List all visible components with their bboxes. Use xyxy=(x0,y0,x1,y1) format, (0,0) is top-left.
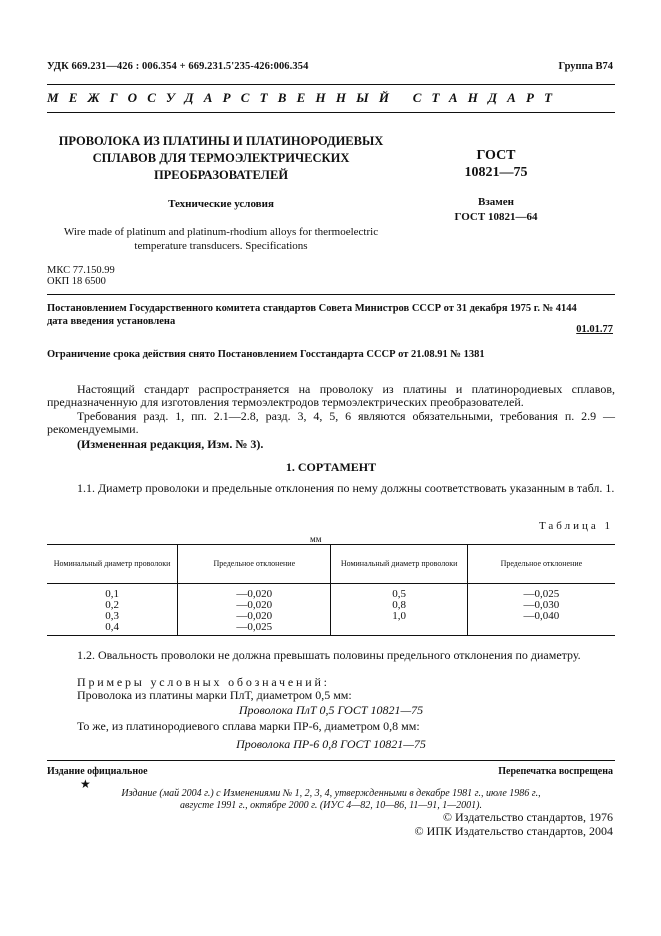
mks-code: МКС 77.150.99 xyxy=(47,265,115,276)
cell-value xyxy=(332,622,465,633)
example-1-code: Проволока ПлТ 0,5 ГОСТ 10821—75 xyxy=(238,703,424,717)
classification-codes xyxy=(47,265,115,287)
decree-line: дата введения установлена xyxy=(47,316,176,327)
cell-value: 0,3 xyxy=(105,610,119,622)
cell-value: —0,040 xyxy=(523,610,560,622)
examples-label: Примеры условных обозначений: xyxy=(77,675,330,689)
star-icon: ★ xyxy=(80,777,91,791)
cell-value: 0,8 xyxy=(392,599,407,611)
intro-paragraph: Настоящий стандарт распространяется на проволоку из платины и платинородиевых сплавов, предназначенную для изготовления термоэлектродов термоэлектрических преобразователей. xyxy=(47,382,615,409)
title-line: ПРОВОЛОКА ИЗ ПЛАТИНЫ И ПЛАТИНОРОДИЕВЫХ xyxy=(58,134,384,148)
top-rule xyxy=(47,84,615,85)
table-header: Номинальный диаметр проволоки xyxy=(331,545,467,584)
replaces-value: ГОСТ 10821—64 xyxy=(454,211,538,223)
example-2-text: То же, из платинородиевого сплава марки ПР-6, диаметром 0,8 мм: xyxy=(77,719,420,733)
table-header: Номинальный диаметр проволоки xyxy=(47,545,178,584)
table-unit: мм xyxy=(310,534,322,544)
table-caption: Таблица 1 xyxy=(538,520,613,532)
edition-note xyxy=(47,788,615,812)
effective-date: 01.01.77 xyxy=(576,324,613,335)
cell-value: 0,5 xyxy=(392,588,407,600)
okp-code: ОКП 18 6500 xyxy=(47,276,106,287)
example-1-text: Проволока из платины марки ПлТ, диаметром 0,5 мм: xyxy=(77,688,352,702)
replaces-label: Взамен xyxy=(478,196,514,208)
title-line: ПРЕОБРАЗОВАТЕЛЕЙ xyxy=(153,168,289,182)
cell-value: —0,025 xyxy=(523,588,560,600)
header-rule xyxy=(47,112,615,113)
document-subtitle: Технические условия xyxy=(168,198,274,210)
table-cell xyxy=(467,584,615,636)
table-cell xyxy=(47,584,178,636)
cell-value: 0,4 xyxy=(105,621,119,633)
example-2-code: Проволока ПР-6 0,8 ГОСТ 10821—75 xyxy=(236,737,426,751)
group-code: Группа В74 xyxy=(558,61,613,72)
clause-1-2: 1.2. Овальность проволоки не должна превышать половины предельного отклонения по диаметру. xyxy=(77,648,581,662)
cell-value: 0,2 xyxy=(105,599,119,611)
table-row xyxy=(47,584,615,636)
copyright-1976: © Издательство стандартов, 1976 xyxy=(442,810,613,824)
diameter-table xyxy=(47,544,615,636)
english-title-line: Wire made of platinum and platinum-rhodium alloys for thermoelectric xyxy=(63,226,379,238)
cell-value: —0,020 xyxy=(236,588,273,600)
requirements-paragraph: Требования разд. 1, пп. 2.1—2.8, разд. 3, 4, 5, 6 являются обязательными, требования п. 2.9 — рекомендуемыми. xyxy=(47,409,615,436)
official-edition: Издание официальное xyxy=(47,766,148,777)
replaces-block xyxy=(426,195,566,225)
cell-value xyxy=(469,622,614,633)
gost-code: 10821—75 xyxy=(464,165,528,180)
table-header-row xyxy=(47,545,615,584)
english-title xyxy=(47,225,395,253)
document-title xyxy=(47,133,395,184)
gost-name: ГОСТ xyxy=(476,148,516,163)
table-cell xyxy=(178,584,331,636)
udk-code: УДК 669.231—426 : 006.354 + 669.231.5'235-426:006.354 xyxy=(47,61,309,72)
decree-rule xyxy=(47,294,615,295)
footer-rule xyxy=(47,760,615,761)
gost-number xyxy=(426,147,566,181)
section-heading: 1. СОРТАМЕНТ xyxy=(285,460,377,474)
edition-line: Издание (май 2004 г.) с Изменениями № 1, 2, 3, 4, утвержденными в декабре 1981 г., июле 1986 г., xyxy=(121,788,541,799)
table-header: Предельное отклонение xyxy=(178,545,331,584)
table-header: Предельное отклонение xyxy=(467,545,615,584)
table-cell xyxy=(331,584,467,636)
cell-value: 1,0 xyxy=(392,610,407,622)
amendment-note: (Измененная редакция, Изм. № 3). xyxy=(77,437,264,451)
english-title-line: temperature transducers. Specifications xyxy=(134,240,308,252)
edition-line: августе 1991 г., октябре 2000 г. (ИУС 4—82, 10—86, 11—91, 1—2001). xyxy=(180,800,482,811)
copyright-2004: © ИПК Издательство стандартов, 2004 xyxy=(414,824,613,838)
cell-value: —0,025 xyxy=(236,621,273,633)
cell-value: —0,030 xyxy=(523,599,560,611)
reprint-notice: Перепечатка воспрещена xyxy=(498,766,613,777)
cell-value: 0,1 xyxy=(105,588,119,600)
title-line: СПЛАВОВ ДЛЯ ТЕРМОЭЛЕКТРИЧЕСКИХ xyxy=(92,151,350,165)
clause-1-1: 1.1. Диаметр проволоки и предельные отклонения по нему должны соответствовать указанным в табл. 1. xyxy=(77,481,615,495)
standard-type: МЕЖГОСУДАРСТВЕННЫЙ СТАНДАРТ xyxy=(47,90,563,105)
cell-value: —0,020 xyxy=(236,610,273,622)
limit-removed-note: Ограничение срока действия снято Постановлением Госстандарта СССР от 21.08.91 № 1381 xyxy=(47,349,485,360)
cell-value: —0,020 xyxy=(236,599,273,611)
decree-line: Постановлением Государственного комитета стандартов Совета Министров СССР от 31 декабря 1975 г. № 4144 xyxy=(47,303,577,314)
decree-text xyxy=(47,302,615,328)
